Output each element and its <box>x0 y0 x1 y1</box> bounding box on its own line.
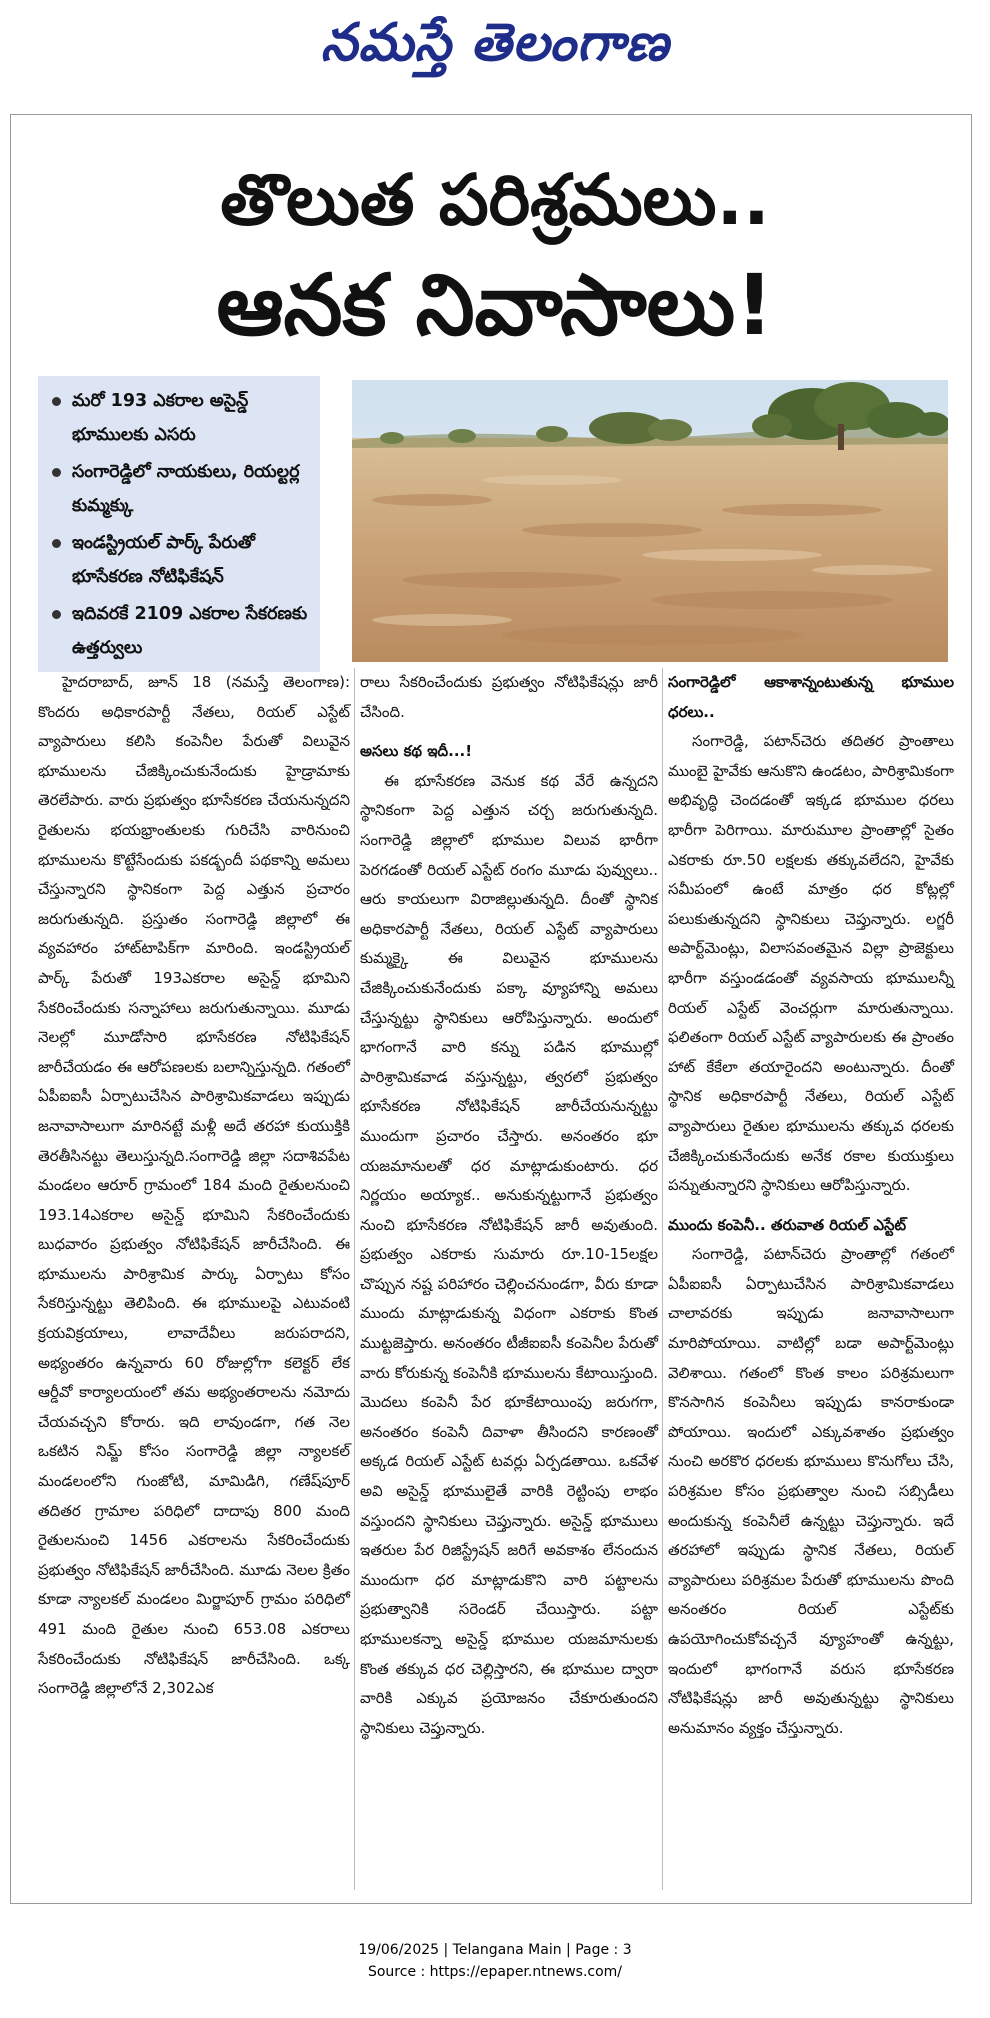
headline <box>20 150 970 360</box>
article-paragraph: హైదరాబాద్, జూన్ 18 (నమస్తే తెలంగాణ): కొందరు అధికారపార్టీ నేతలు, రియల్ ఎస్టేట్ వ్యాపారులు కలిసి కంపెనీల పేరుతో విలువైన భూములను చేజిక్కించుకునేందుకు హైడ్రామాకు తెరలేపారు. వారు ప్రభుత్వం భూసేకరణ చేయనున్నదని రైతులను భయభ్రాంతులకు గురిచేసి వారినుంచి భూములను కొట్టేసేందుకు పకడ్బందీ పథకాన్ని అమలు చేస్తున్నారని స్థానికంగా పెద్ద ఎత్తున ప్రచారం జరుగుతున్నది. ప్రస్తుతం సంగారెడ్డి జిల్లాలో ఈ వ్యవహారం హాట్‌టాపిక్‌గా మారింది. ఇండస్ట్రియల్ పార్క్ పేరుతో 193ఎకరాల అసైన్డ్ భూమిని సేకరించేందుకు సన్నాహాలు జరుగుతున్నాయి. మూడు నెలల్లో మూడోసారి భూసేకరణ నోటిఫికేషన్ జారీచేయడం ఈ ఆరోపణలకు బలాన్నిస్తున్నది. గతంలో ఏపీఐఐసీ ఏర్పాటుచేసిన పారిశ్రామికవాడలు ఇప్పుడు జనావాసాలుగా మారినట్టే మళ్లీ అదే తరహా కుయుక్తికి తెరతీసినట్టు తెలుస్తున్నది.సంగారెడ్డి జిల్లా సదాశివపేట మండలం ఆరూర్ గ్రామంలో 184 మంది రైతులనుంచి 193.14ఎకరాల అసైన్డ్ భూమిని సేకరించేందుకు బుధవారం ప్రభుత్వం నోటిఫికేషన్ జారీచేసింది. ఈ భూములను పారిశ్రామిక పార్కు ఏర్పాటు కోసం సేకరిస్తున్నట్టు తెలిపింది. ఈ భూములపై ఎటువంటి క్రయవిక్రయాలు, లావాదేవీలు జరుపరాదని, అభ్యంతరం ఉన్నవారు 60 రోజుల్లోగా కలెక్టర్ లేక ఆర్డీవో కార్యాలయంలో తమ అభ్యంతరాలను నమోదు చేయవచ్చని కోరారు. ఇది లావుండగా, గత నెల ఒకటిన నిమ్జ్ కోసం సంగారెడ్డి జిల్లా న్యాలకల్ మండలంలోని గుంజోటి, మామిడిగి, గణేష్‌పూర్ తదితర గ్రామాల పరిధిలో దాదాపు 800 మంది రైతులనుంచి 1456 ఎకరాలను సేకరించేందుకు ప్రభుత్వం నోటిఫికేషన్ జారీచేసింది. మూడు నెలల క్రితం కూడా న్యాలకల్ మండలం మిర్జాపూర్ గ్రామం పరిధిలో 491 మంది రైతుల నుంచి 653.08 ఎకరాలు సేకరించేందుకు నోటిఫికేషన్ జారీచేసింది. ఒక్క సంగారెడ్డి జిల్లాలోనే 2,302ఎక <box>38 673 350 1698</box>
footer-source: Source : https://epaper.ntnews.com/ <box>367 1964 623 1980</box>
subheading-company-then-realestate: ముందు కంపెనీ.. తరువాత రియల్ ఎస్టేట్ <box>668 1215 907 1234</box>
article-column-3 <box>668 668 954 1743</box>
subheading-asalu-katha: అసలు కథ ఇదీ...! <box>360 742 473 761</box>
masthead-title: నమస్తే తెలంగాణ <box>320 12 670 73</box>
column-separator <box>354 668 355 1890</box>
headline-line-2: ఆనక నివాసాలు! <box>216 256 774 354</box>
article-paragraph: ఈ భూసేకరణ వెనుక కథ వేరే ఉన్నదని స్థానికంగా పెద్ద ఎత్తున చర్చ జరుగుతున్నది. సంగారెడ్డి జిల్లాలో భూముల విలువ భారీగా పెరగడంతో రియల్ ఎస్టేట్ రంగం మూడు పువ్వులు.. ఆరు కాయలుగా విరాజిల్లుతున్నది. దీంతో స్థానిక అధికారపార్టీ నేతలు, రియల్ ఎస్టేట్ వ్యాపారులు కుమ్మక్కై ఈ విలువైన భూములను చేజిక్కించుకునేందుకు పక్కా వ్యూహాన్ని అమలు చేస్తున్నట్టు స్థానికులు ఆరోపిస్తున్నారు. అందులో భాగంగానే వారి కన్ను పడిన భూముల్లో పారిశ్రామికవాడ వస్తున్నట్టు, త్వరలో ప్రభుత్వం భూసేకరణ నోటిఫికేషన్ జారీచేయనున్నట్టు ముందుగా ప్రచారం చేస్తారు. అనంతరం భూ యజమానులతో ధర మాట్లాడుకుంటారు. ధర నిర్ణయం అయ్యాక.. అనుకున్నట్టుగానే ప్రభుత్వం నుంచి భూసేకరణ నోటిఫికేషన్ జారీ అవుతుంది. ప్రభుత్వం ఎకరాకు సుమారు రూ.10-15లక్షల చొప్పున నష్ట పరిహారం చెల్లించనుండగా, వీరు కూడా ముందు మాట్లాడుకున్న విధంగా ఎకరాకు కొంత ముట్టజెప్తారు. అనంతరం టీజీఐఐసీ కంపెనీల పేరుతో వారు కోరుకున్న కంపెనీకి భూములను కేటాయిస్తుంది. మొదలు కంపెనీ పేర భూకేటాయింపు జరుగగా, అనంతరం కంపెనీ దివాళా తీసిందని కారణంతో అక్కడ రియల్ ఎస్టేట్ టవర్లు ఏర్పడతాయి. ఒకవేళ అవి అసైన్డ్ భూములైతే వారికి రెట్టింపు లాభం వస్తుందని స్థానికులు చెప్తున్నారు. అసైన్డ్ భూములు ఇతరుల పేర రిజిస్ట్రేషన్ జరిగే అవకాశం లేనందున ముందుగా ధర మాట్లాడుకొని వారి పట్టాలను ప్రభుత్వానికి సరెండర్ చేయిస్తారు. పట్టా భూములకన్నా అసైన్డ్ భూముల యజమానులకు కొంత తక్కువ ధర చెల్లిస్తారని, ఈ భూముల ద్వారా వారికి ఎక్కువ ప్రయోజనం చేకూరుతుందని స్థానికులు చెప్తున్నారు. <box>360 771 658 1737</box>
highlight-item: సంగారెడ్డిలో నాయకులు, రియల్టర్ల కుమ్మక్కు <box>50 455 310 523</box>
article-paragraph: రాలు సేకరించేందుకు ప్రభుత్వం నోటిఫికేషన్లు జారీ చేసింది. <box>360 673 658 721</box>
barren-field-photo <box>352 380 948 662</box>
article-photo <box>352 380 948 662</box>
highlights-box <box>38 376 320 672</box>
article-column-1 <box>38 668 350 1704</box>
highlight-item: ఇదివరకే 2109 ఎకరాల సేకరణకు ఉత్తర్వులు <box>50 597 310 665</box>
article-paragraph: సంగారెడ్డి, పటాన్‌చెరు ప్రాంతాల్లో గతంలో ఏపీఐఐసీ ఏర్పాటుచేసిన పారిశ్రామికవాడలు చాలావరకు ఇప్పుడు జనావాసాలుగా మారిపోయాయి. వాటిల్లో బడా అపార్ట్‌మెంట్లు వెలిశాయి. గతంలో కొంత కాలం పరిశ్రమలుగా కొనసాగిన కంపెనీలు ఇప్పుడు కానరాకుండా పోయాయి. ఇందులో ఎక్కువశాతం ప్రభుత్వం నుంచి అరకొర ధరలకు భూములు కొనుగోలు చేసి, పరిశ్రమల కోసం ప్రభుత్వాల నుంచి సబ్సిడీలు అందుకున్న కంపెనీలే ఉన్నట్టు చెప్తున్నారు. ఇదే తరహాలో ఇప్పుడు స్థానిక నేతలు, రియల్ వ్యాపారులు పరిశ్రమల పేరుతో భూములను పొంది అనంతరం రియల్ ఎస్టేట్‌కు ఉపయోగించుకోవచ్చనే వ్యూహంతో ఉన్నట్టు, ఇందులో భాగంగానే వరుస భూసేకరణ నోటిఫికేషన్లు జారీ అవుతున్నట్టు స్థానికులు అనుమానం వ్యక్తం చేస్తున్నారు. <box>668 1245 954 1737</box>
headline-line-1: తొలుత పరిశ్రమలు.. <box>220 159 770 241</box>
column-separator <box>662 668 663 1890</box>
article-paragraph: సంగారెడ్డి, పటాన్‌చెరు తదితర ప్రాంతాలు ముంబై హైవేకు ఆనుకొని ఉండటం, పారిశ్రామికంగా అభివృద్ధి చెందడంతో ఇక్కడ భూముల ధరలు భారీగా పెరిగాయి. మారుమూల ప్రాంతాల్లో సైతం ఎకరాకు రూ.50 లక్షలకు తక్కువలేదని, హైవేకు సమీపంలో ఉంటే మాత్రం ధర కోట్లల్లో పలుకుతున్నదని స్థానికులు చెప్తున్నారు. లగ్జరీ అపార్ట్‌మెంట్లు, విలాసవంతమైన విల్లా ప్రాజెక్టులు భారీగా వస్తుండడంతో వ్యవసాయ భూములన్నీ రియల్ ఎస్టేట్ వెంచర్లుగా మారుతున్నాయి. ఫలితంగా రియల్ ఎస్టేట్ వ్యాపారులకు ఈ ప్రాంతం హాట్ కేకేలా తయారైందని అంటున్నారు. దీంతో స్థానిక అధికారపార్టీ నేతలు, రియల్ ఎస్టేట్ వ్యాపారులు రైతుల భూములను తక్కువ ధరలకు చేజిక్కించుకునేందుకు అనేక రకాల కుయుక్తులు పన్నుతున్నారని స్థానికులు ఆరోపిస్తున్నారు. <box>668 732 954 1195</box>
footer-date-page: 19/06/2025 | Telangana Main | Page : 3 <box>358 1942 632 1958</box>
highlight-item: మరో 193 ఎకరాల అసైన్డ్ భూములకు ఎసరు <box>50 384 310 452</box>
article-column-2 <box>360 668 658 1743</box>
highlight-item: ఇండస్ట్రియల్ పార్క్ పేరుతో భూసేకరణ నోటిఫికేషన్ <box>50 526 310 594</box>
subheading-land-prices: సంగారెడ్డిలో ఆకాశాన్నంటుతున్న భూముల ధరలు.. <box>668 673 954 721</box>
masthead <box>0 8 990 78</box>
